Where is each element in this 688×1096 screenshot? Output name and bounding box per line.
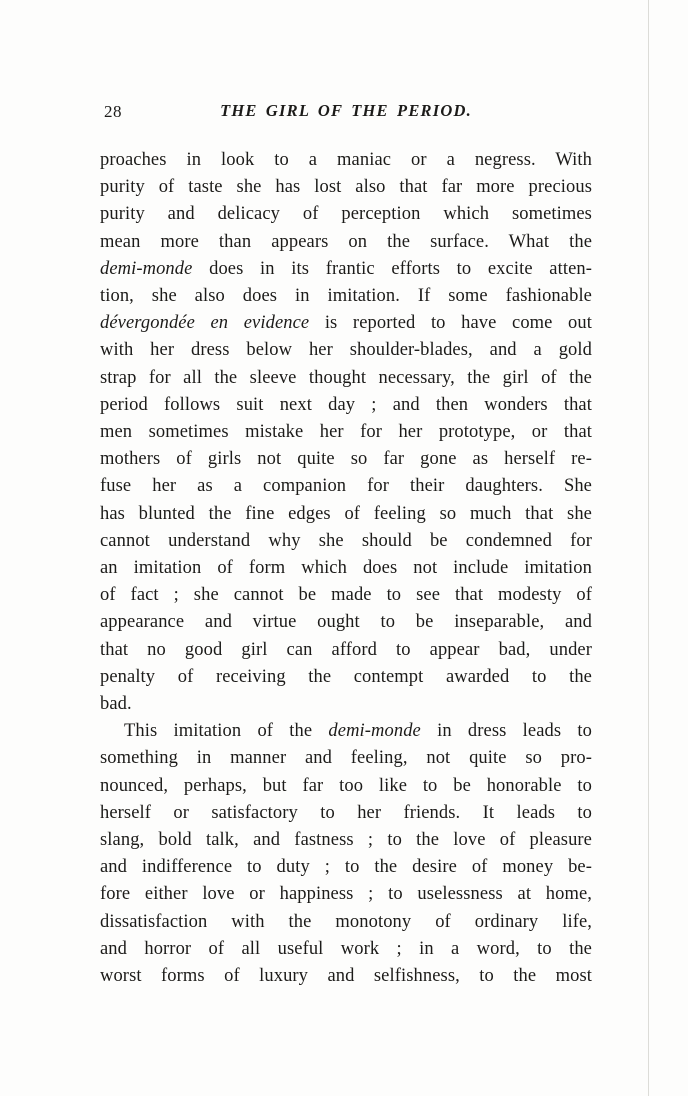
text-segment: fuse her as a companion for their daughters. She — [100, 476, 592, 497]
italic-text-segment: dévergondée en evidence — [100, 313, 310, 334]
text-segment: in dress leads to — [420, 721, 592, 742]
text-line — [100, 854, 592, 881]
text-segment: cannot understand why she should be condemned for — [100, 530, 592, 551]
text-segment: purity and delicacy of perception which sometimes — [100, 204, 592, 225]
text-line — [100, 609, 592, 636]
text-segment: slang, bold talk, and fastness ; to the love of pleasure — [100, 830, 592, 851]
text-line — [100, 664, 592, 691]
text-segment: tion, she also does in imitation. If some fashionable — [100, 286, 592, 307]
text-line — [100, 283, 592, 310]
text-line — [100, 419, 592, 446]
text-segment: period follows suit next day ; and then wonders that — [100, 394, 592, 415]
text-line — [100, 337, 592, 364]
text-segment: is reported to have come out — [309, 313, 592, 334]
text-segment: fore either love or happiness ; to uselessness at home, — [100, 884, 592, 905]
text-line — [100, 555, 592, 582]
text-line — [100, 147, 592, 174]
text-line — [100, 773, 592, 800]
text-segment: worst forms of luxury and selfishness, to the most — [100, 966, 592, 987]
text-segment: This imitation of the — [124, 721, 329, 742]
text-segment: does in its frantic efforts to excite atten- — [192, 258, 592, 279]
text-segment: bad. — [100, 694, 132, 715]
text-segment: has blunted the fine edges of feeling so much that she — [100, 503, 592, 524]
running-title: THE GIRL OF THE PERIOD. — [220, 101, 472, 120]
text-line — [100, 446, 592, 473]
text-line — [100, 256, 592, 283]
text-line — [100, 691, 592, 718]
text-line — [100, 229, 592, 256]
text-line — [100, 392, 592, 419]
text-segment: and indifference to duty ; to the desire of money be- — [100, 857, 592, 878]
text-line — [100, 637, 592, 664]
page-number: 28 — [104, 102, 122, 121]
text-segment: and horror of all useful work ; in a word, to the — [100, 938, 592, 959]
text-segment: of fact ; she cannot be made to see that modesty of — [100, 585, 592, 606]
text-line — [100, 310, 592, 337]
italic-text-segment: demi-monde — [328, 721, 421, 742]
text-segment: strap for all the sleeve thought necessary, the girl of the — [100, 367, 592, 388]
text-segment: men sometimes mistake her for her prototype, or that — [100, 422, 592, 443]
text-line — [100, 718, 592, 745]
text-segment: something in manner and feeling, not quite so pro- — [100, 748, 592, 769]
text-segment: nounced, perhaps, but far too like to be honorable to — [100, 775, 592, 796]
text-line — [100, 827, 592, 854]
text-segment: herself or satisfactory to her friends. It leads to — [100, 802, 592, 823]
text-segment: penalty of receiving the contempt awarded to the — [100, 666, 592, 687]
text-line — [100, 501, 592, 528]
text-line — [100, 963, 592, 990]
text-segment: mean more than appears on the surface. What the — [100, 231, 592, 252]
text-line — [100, 800, 592, 827]
text-segment: purity of taste she has lost also that far more precious — [100, 177, 592, 198]
text-line — [100, 528, 592, 555]
italic-text-segment: demi-monde — [100, 258, 193, 279]
text-line — [100, 201, 592, 228]
text-line — [100, 473, 592, 500]
text-segment: that no good girl can afford to appear bad, under — [100, 639, 592, 660]
scan-edge-line — [648, 0, 649, 1096]
text-line — [100, 582, 592, 609]
text-line — [100, 881, 592, 908]
text-segment: appearance and virtue ought to be inseparable, and — [100, 612, 592, 633]
text-segment: dissatisfaction with the monotony of ordinary life, — [100, 911, 592, 932]
page-body — [100, 147, 592, 990]
text-segment: an imitation of form which does not include imitation — [100, 558, 592, 579]
text-line — [100, 365, 592, 392]
text-line — [100, 909, 592, 936]
text-segment: with her dress below her shoulder-blades, and a gold — [100, 340, 592, 361]
text-line — [100, 745, 592, 772]
text-segment: proaches in look to a maniac or a negress. With — [100, 150, 592, 170]
text-segment: mothers of girls not quite so far gone as herself re- — [100, 449, 592, 470]
text-line — [100, 174, 592, 201]
text-line — [100, 936, 592, 963]
page-header — [100, 101, 592, 125]
